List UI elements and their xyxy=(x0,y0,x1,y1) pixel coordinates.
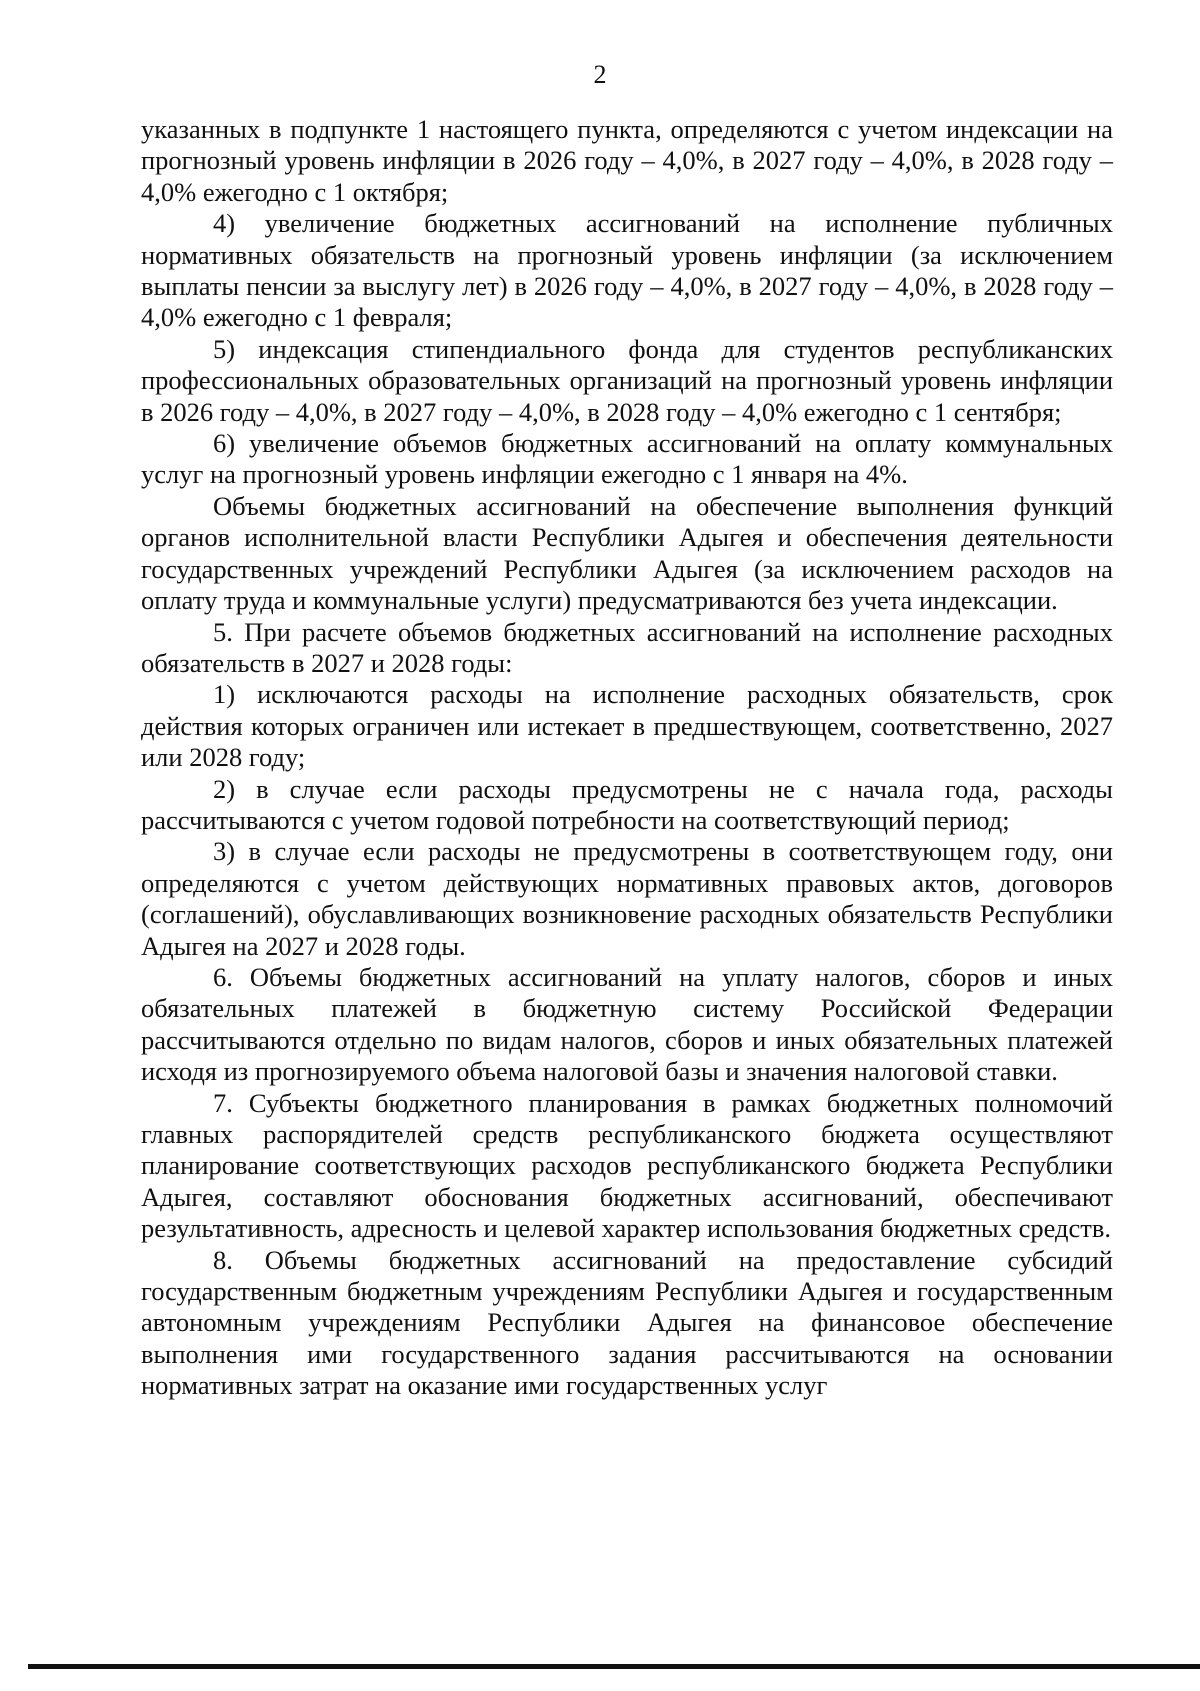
paragraph-section-5-item-3: 3) в случае если расходы не предусмотрены в соответствующем году, они определяются с учетом действующих нормативных правовых актов, договоров (соглашений), обуславливающих возникновение расходных обязательств Республики Адыгея на 2027 и 2028 годы. xyxy=(141,836,1113,961)
paragraph-budget-volumes: Объемы бюджетных ассигнований на обеспечение выполнения функций органов исполнительной власти Республики Адыгея и обеспечения деятельности государственных учреждений Республики Адыгея (за исключением расходов на оплату труда и коммунальные услуги) предусматриваются без учета индексации. xyxy=(141,490,1113,616)
paragraph-section-6: 6. Объемы бюджетных ассигнований на уплату налогов, сборов и иных обязательных платежей в бюджетную систему Российской Федерации рассчитываются отдельно по видам налогов, сборов и иных обязательных платежей исходя из прогнозируемого объема налоговой базы и значения налоговой ставки. xyxy=(141,961,1113,1087)
bottom-rule-divider xyxy=(28,1664,1200,1669)
paragraph-section-8: 8. Объемы бюджетных ассигнований на предоставление субсидий государственным бюджетным учреждениям Республики Адыгея и государственным автономным учреждениям Республики Адыгея на финансовое обеспечение выполнения ими государственного задания рассчитываются на основании нормативных затрат на оказание ими государственных услуг xyxy=(141,1244,1113,1401)
paragraph-item-4: 4) увеличение бюджетных ассигнований на исполнение публичных нормативных обязательств на прогнозный уровень инфляции (за исключением выплаты пенсии за выслугу лет) в 2026 году – 4,0%, в 2027 году – 4,0%, в 2028 году – 4,0% ежегодно с 1 февраля; xyxy=(141,208,1113,333)
paragraph-section-7: 7. Субъекты бюджетного планирования в рамках бюджетных полномочий главных распорядителей средств республиканского бюджета осуществляют планирование соответствующих расходов республиканского бюджета Республики Адыгея, составляют обоснования бюджетных ассигнований, обеспечивают результативность, адресность и целевой характер использования бюджетных средств. xyxy=(141,1087,1113,1244)
paragraph-continuation: указанных в подпункте 1 настоящего пункта, определяются с учетом индексации на прогнозный уровень инфляции в 2026 году – 4,0%, в 2027 году – 4,0%, в 2028 году – 4,0% ежегодно с 1 октября; xyxy=(141,114,1113,207)
document-body xyxy=(141,114,1113,1402)
paragraph-section-5: 5. При расчете объемов бюджетных ассигнований на исполнение расходных обязательств в 2027 и 2028 годы: xyxy=(141,616,1113,678)
page-number: 2 xyxy=(593,60,607,89)
paragraph-item-5: 5) индексация стипендиального фонда для студентов республиканских профессиональных образовательных организаций на прогнозный уровень инфляции в 2026 году – 4,0%, в 2027 году – 4,0%, в 2028 году – 4,0% ежегодно с 1 сентября; xyxy=(141,333,1113,427)
paragraph-item-6: 6) увеличение объемов бюджетных ассигнований на оплату коммунальных услуг на прогнозный уровень инфляции ежегодно с 1 января на 4%. xyxy=(141,428,1113,490)
paragraph-section-5-item-2: 2) в случае если расходы предусмотрены не с начала года, расходы рассчитываются с учетом годовой потребности на соответствующий период; xyxy=(141,773,1113,835)
paragraph-section-5-item-1: 1) исключаются расходы на исполнение расходных обязательств, срок действия которых ограничен или истекает в предшествующем, соответственно, 2027 или 2028 году; xyxy=(141,679,1113,773)
